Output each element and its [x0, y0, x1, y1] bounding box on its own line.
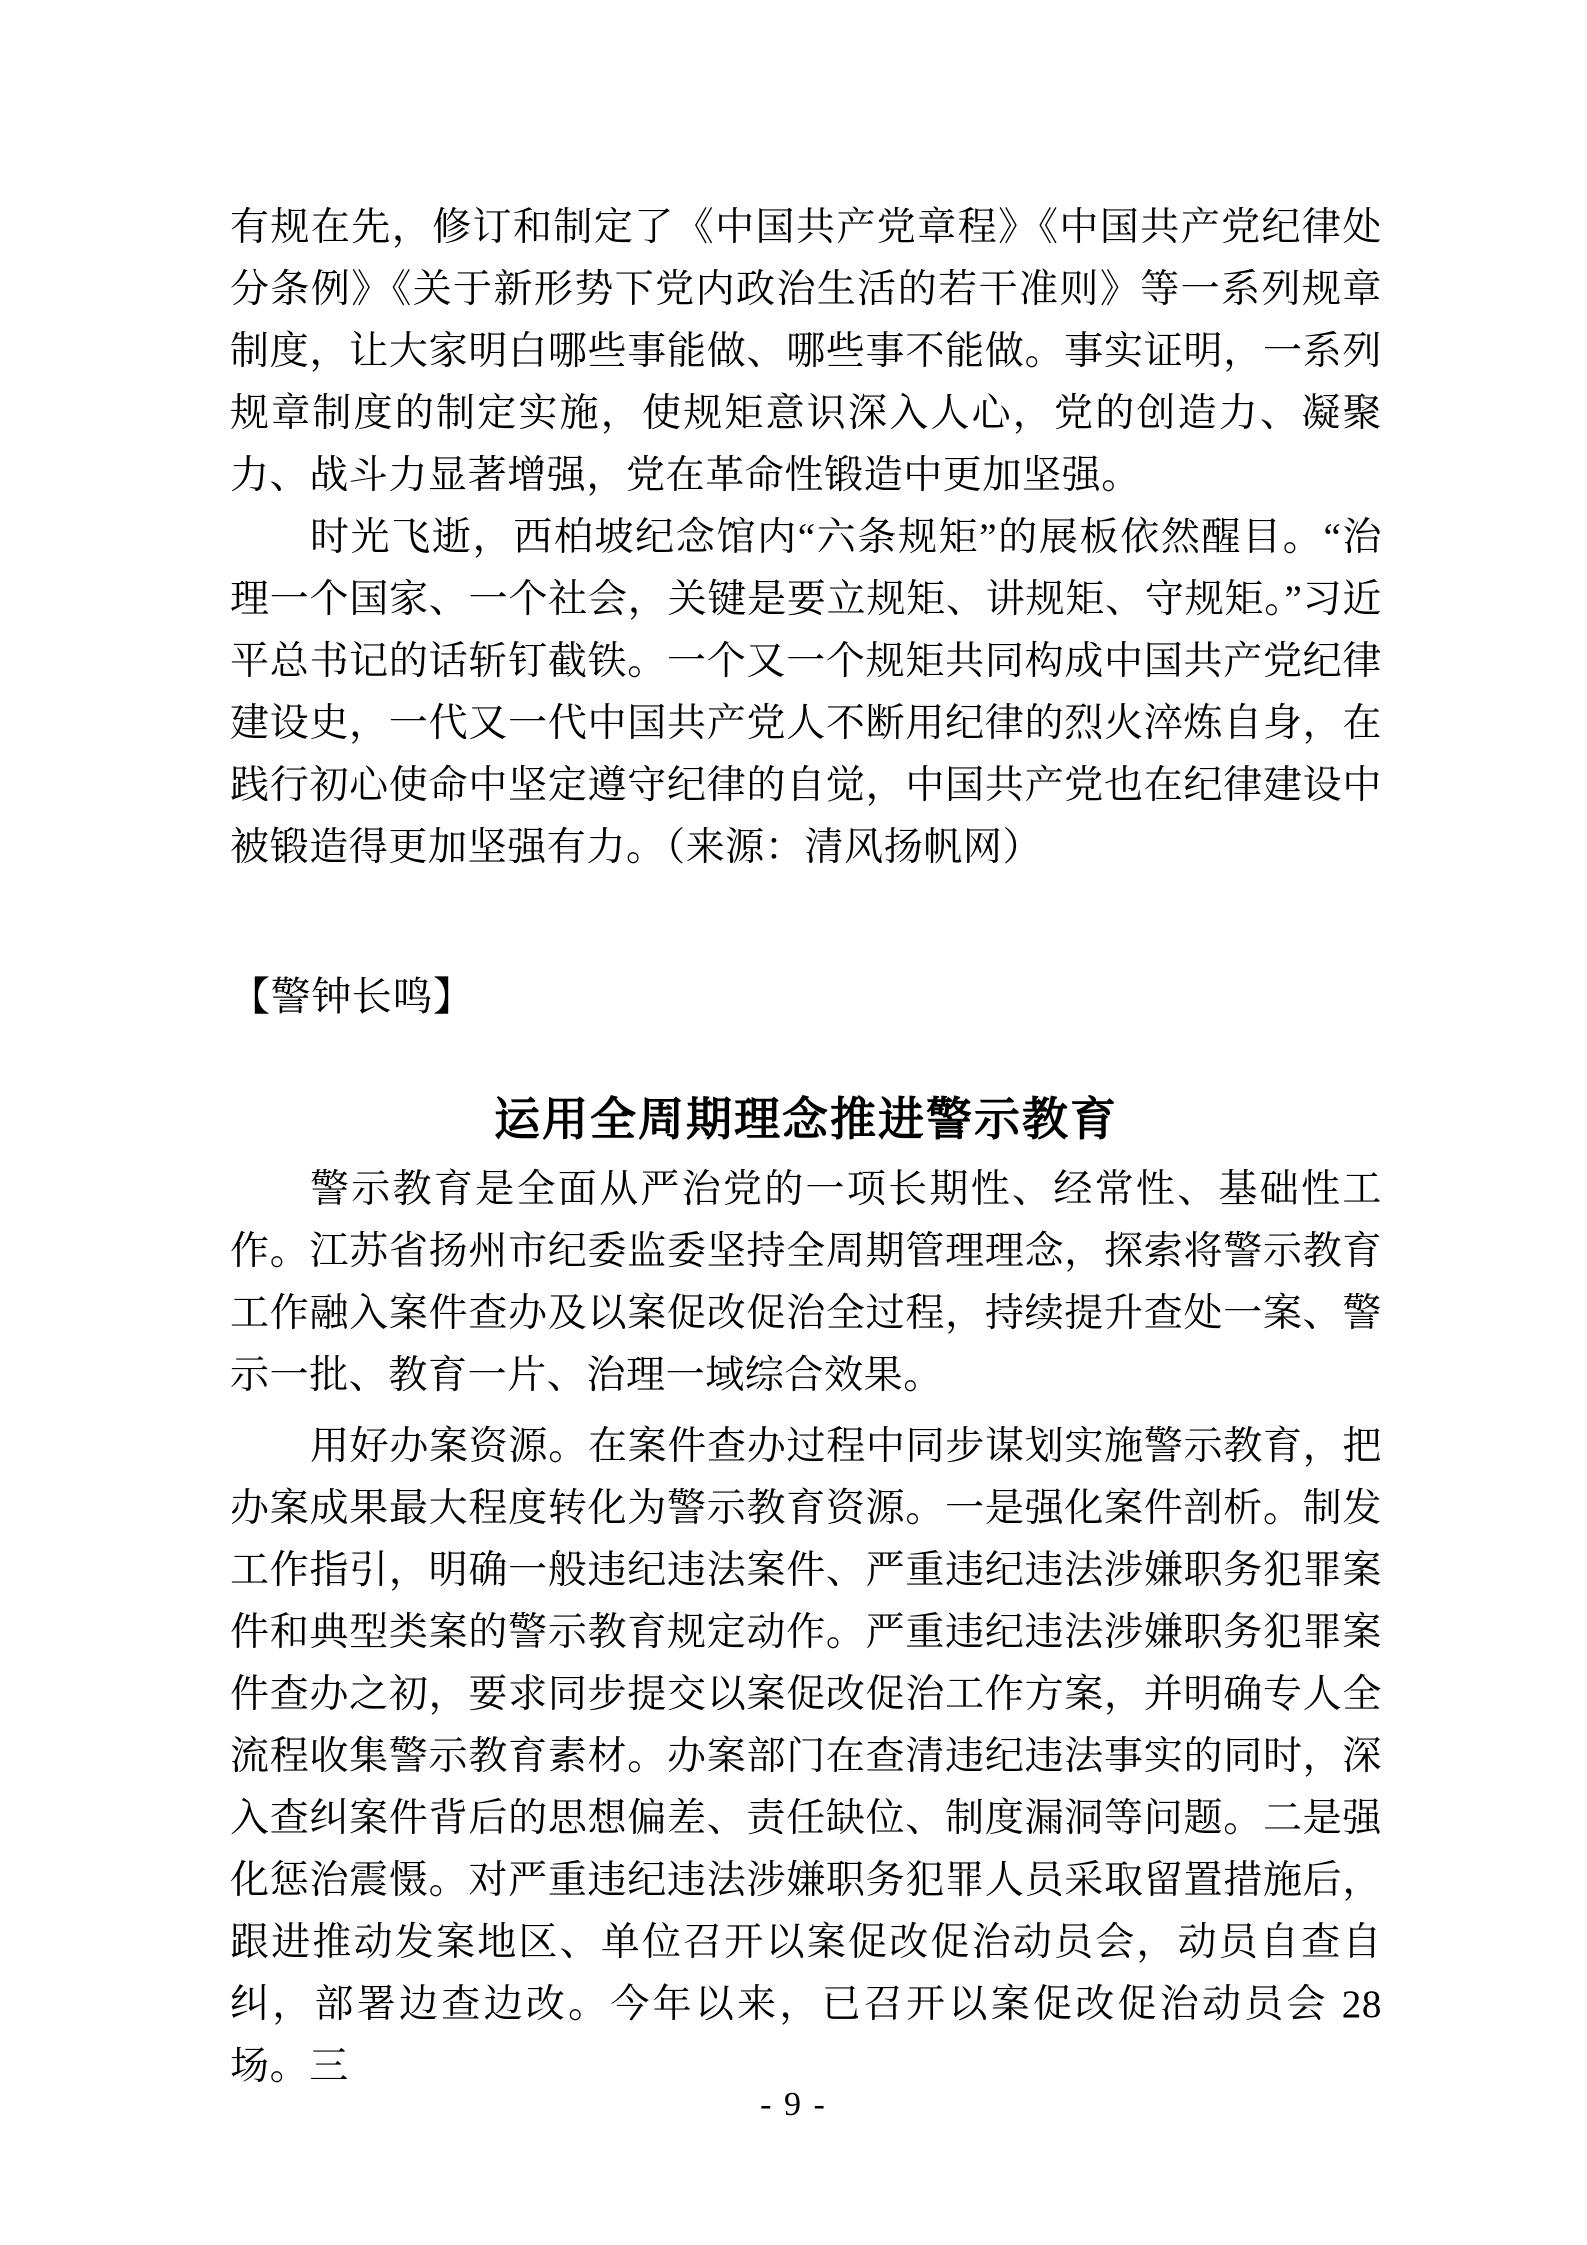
section-marker: 【警钟长鸣】 — [230, 974, 474, 1019]
page-footer — [0, 2083, 1587, 2127]
page-number: - 9 - — [760, 2086, 827, 2123]
body-paragraph: 用好办案资源。在案件查办过程中同步谋划实施警示教育，把办案成果最大程度转化为警示教育资源。一是强化案件剖析。制发工作指引，明确一般违纪违法案件、严重违纪违法涉嫌职务犯罪案件和典型类案的警示教育规定动作。严重违纪违法涉嫌职务犯罪案件查办之初，要求同步提交以案促改促治工作方案，并明确专人全流程收集警示教育素材。办案部门在查清违纪违法事实的同时，深入查纠案件背后的思想偏差、责任缺位、制度漏洞等问题。二是强化惩治震慑。对严重违纪违法涉嫌职务犯罪人员采取留置措施后，跟进推动发案地区、单位召开以案促改促治动员会，动员自查自纠，部署边查边改。今年以来，已召开以案促改促治动员会 28 场。三 — [230, 1425, 1382, 2088]
body-paragraph: 时光飞逝，西柏坡纪念馆内“六条规矩”的展板依然醒目。“治理一个国家、一个社会，关键是要立规矩、讲规矩、守规矩。”习近平总书记的话斩钉截铁。一个又一个规矩共同构成中国共产党纪律建设史，一代又一代中国共产党人不断用纪律的烈火淬炼自身，在践行初心使命中坚定遵守纪律的自觉，中国共产党也在纪律建设中被锻造得更加坚强有力。（来源：清风扬帆网） — [230, 516, 1382, 869]
page-body — [230, 197, 1382, 2098]
article-title: 运用全周期理念推进警示教育 — [494, 1094, 1118, 1145]
body-paragraph-continued: 有规在先，修订和制定了《中国共产党章程》《中国共产党纪律处分条例》《关于新形势下党内政治生活的若干准则》等一系列规章制度，让大家明白哪些事能做、哪些事不能做。事实证明，一系列规章制度的制定实施，使规矩意识深入人心，党的创造力、凝聚力、战斗力显著增强，党在革命性锻造中更加坚强。 — [230, 206, 1382, 497]
body-paragraph: 警示教育是全面从严治党的一项长期性、经常性、基础性工作。江苏省扬州市纪委监委坚持全周期管理理念，探索将警示教育工作融入案件查办及以案促改促治全过程，持续提升查处一案、警示一批、教育一片、治理一域综合效果。 — [230, 1168, 1382, 1397]
